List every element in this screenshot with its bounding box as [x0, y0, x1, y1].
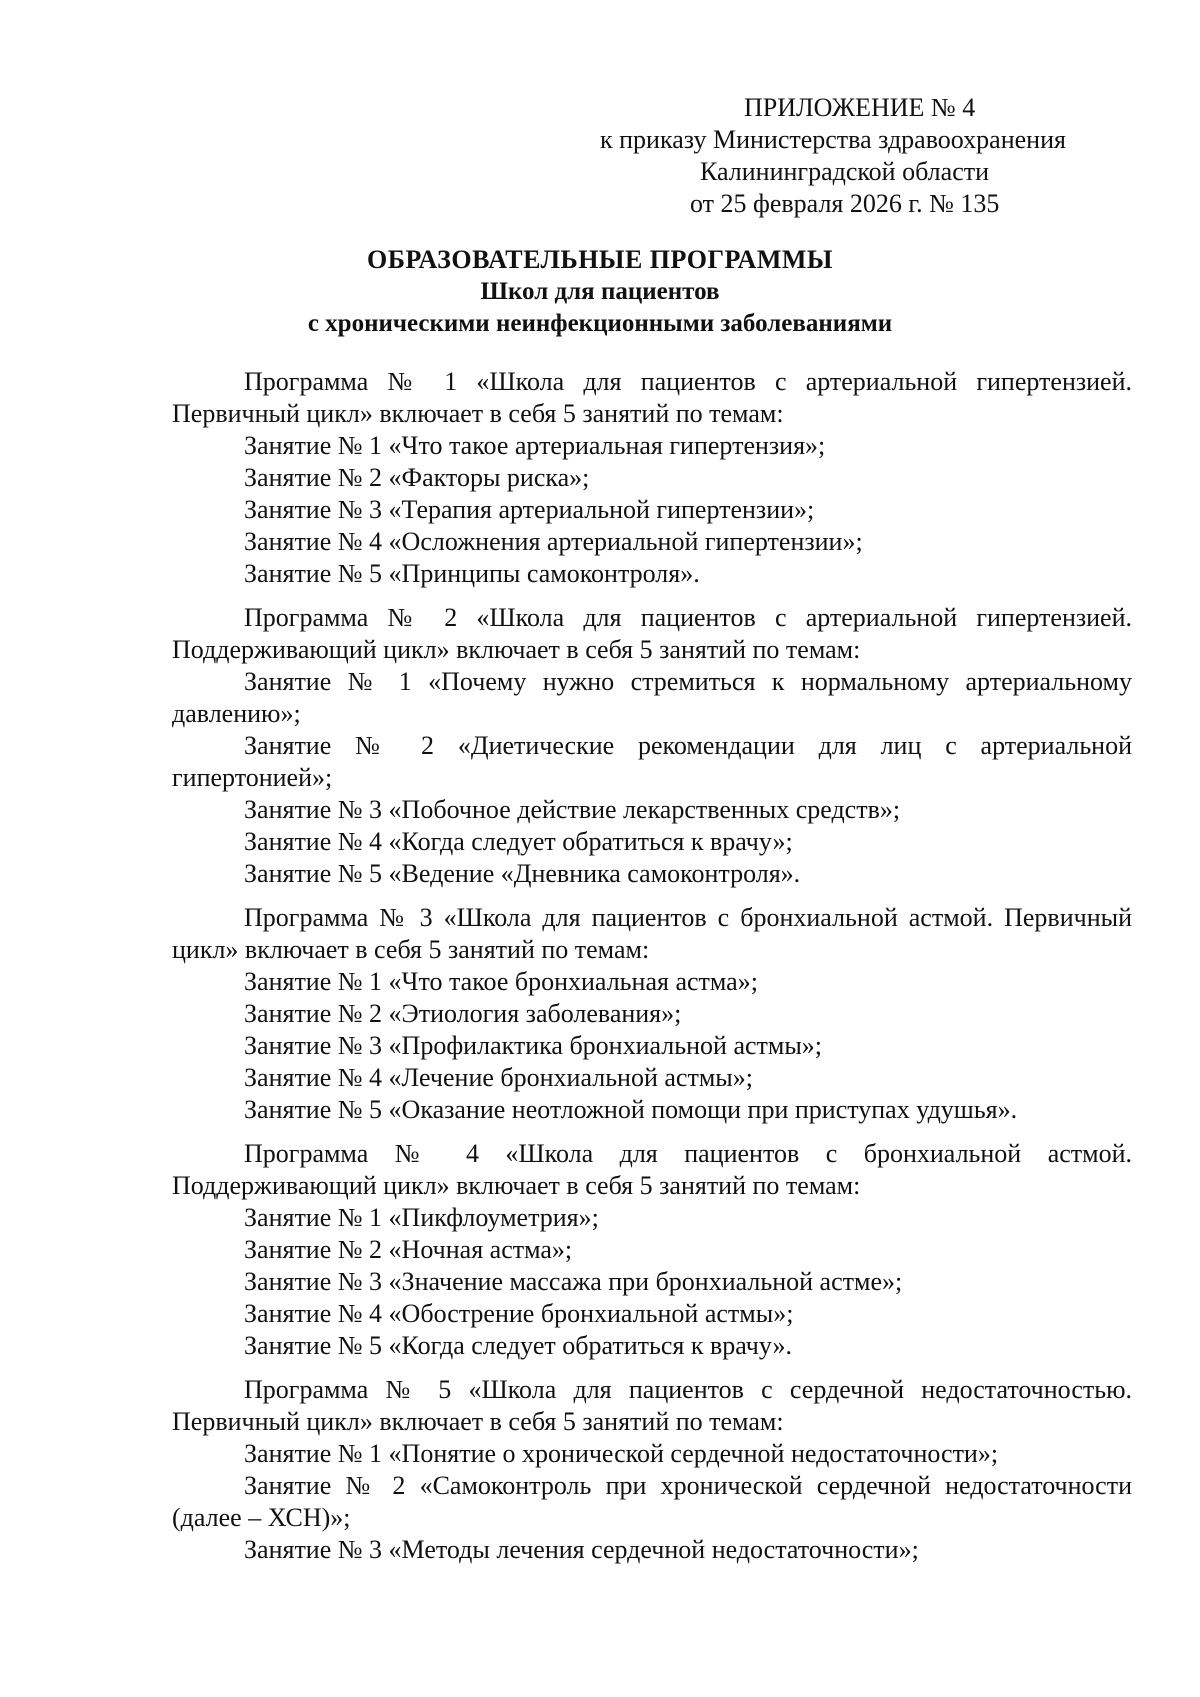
appendix-header	[600, 92, 1120, 220]
lesson-item: Занятие № 2 «Этиология заболевания»;	[244, 999, 682, 1028]
lesson-item: Занятие № 3 «Методы лечения сердечной недостаточности»;	[244, 1535, 919, 1564]
lesson-item: Занятие № 2 «Факторы риска»;	[244, 463, 590, 492]
program-intro: Программа № 5 «Школа для пациентов с сердечной недостаточностью. Первичный цикл» включает в себя 5 занятий по темам:	[172, 1375, 1132, 1436]
title-line-1: ОБРАЗОВАТЕЛЬНЫЕ ПРОГРАММЫ	[367, 245, 833, 274]
lesson-item: Занятие № 1 «Понятие о хронической сердечной недостаточности»;	[244, 1439, 999, 1468]
lesson-item: Занятие № 3 «Побочное действие лекарственных средств»;	[244, 795, 901, 824]
program-intro: Программа № 4 «Школа для пациентов с бронхиальной астмой. Поддерживающий цикл» включает в себя 5 занятий по темам:	[172, 1139, 1132, 1200]
program-item	[172, 602, 1132, 890]
lesson-item: Занятие № 4 «Обострение бронхиальной астмы»;	[244, 1299, 794, 1328]
program-intro: Программа № 2 «Школа для пациентов с артериальной гипертензией. Поддерживающий цикл» включает в себя 5 занятий по темам:	[172, 603, 1132, 664]
program-intro: Программа № 1 «Школа для пациентов с артериальной гипертензией. Первичный цикл» включает в себя 5 занятий по темам:	[172, 367, 1132, 428]
lesson-item: Занятие № 2 «Самоконтроль при хронической сердечной недостаточности (далее – ХСН)»;	[172, 1471, 1132, 1532]
lesson-item: Занятие № 1 «Почему нужно стремиться к нормальному артериальному давлению»;	[172, 667, 1132, 728]
lesson-item: Занятие № 1 «Пикфлоуметрия»;	[244, 1203, 599, 1232]
programs-list	[172, 366, 1132, 1578]
lesson-item: Занятие № 4 «Осложнения артериальной гипертензии»;	[244, 527, 863, 556]
title-line-2: Школ для пациентов	[480, 278, 720, 305]
program-item	[172, 366, 1132, 590]
lesson-item: Занятие № 2 «Ночная астма»;	[244, 1235, 573, 1264]
document-title	[0, 244, 1200, 340]
program-item	[172, 1374, 1132, 1566]
appendix-date: от 25 февраля 2026 г. № 135	[690, 189, 1000, 218]
appendix-number: ПРИЛОЖЕНИЕ № 4	[744, 93, 976, 122]
program-item	[172, 1138, 1132, 1362]
lesson-item: Занятие № 5 «Когда следует обратиться к врачу».	[244, 1331, 792, 1360]
lesson-item: Занятие № 1 «Что такое бронхиальная астма»;	[244, 967, 758, 996]
lesson-item: Занятие № 3 «Терапия артериальной гипертензии»;	[244, 495, 815, 524]
appendix-order-ref: к приказу Министерства здравоохранения	[600, 125, 1066, 154]
lesson-item: Занятие № 2 «Диетические рекомендации для лиц с артериальной гипертонией»;	[172, 731, 1132, 792]
lesson-item: Занятие № 3 «Значение массажа при бронхиальной астме»;	[244, 1267, 903, 1296]
lesson-item: Занятие № 4 «Лечение бронхиальной астмы»;	[244, 1063, 753, 1092]
title-line-3: с хроническими неинфекционными заболеваниями	[307, 310, 893, 337]
program-item	[172, 902, 1132, 1126]
appendix-region: Калининградской области	[700, 157, 990, 186]
lesson-item: Занятие № 5 «Ведение «Дневника самоконтроля».	[244, 859, 801, 888]
program-intro: Программа № 3 «Школа для пациентов с бронхиальной астмой. Первичный цикл» включает в себя 5 занятий по темам:	[172, 903, 1132, 964]
lesson-item: Занятие № 4 «Когда следует обратиться к врачу»;	[244, 827, 793, 856]
lesson-item: Занятие № 5 «Принципы самоконтроля».	[244, 559, 700, 588]
lesson-item: Занятие № 5 «Оказание неотложной помощи при приступах удушья».	[244, 1095, 1018, 1124]
lesson-item: Занятие № 3 «Профилактика бронхиальной астмы»;	[244, 1031, 823, 1060]
lesson-item: Занятие № 1 «Что такое артериальная гипертензия»;	[244, 431, 826, 460]
